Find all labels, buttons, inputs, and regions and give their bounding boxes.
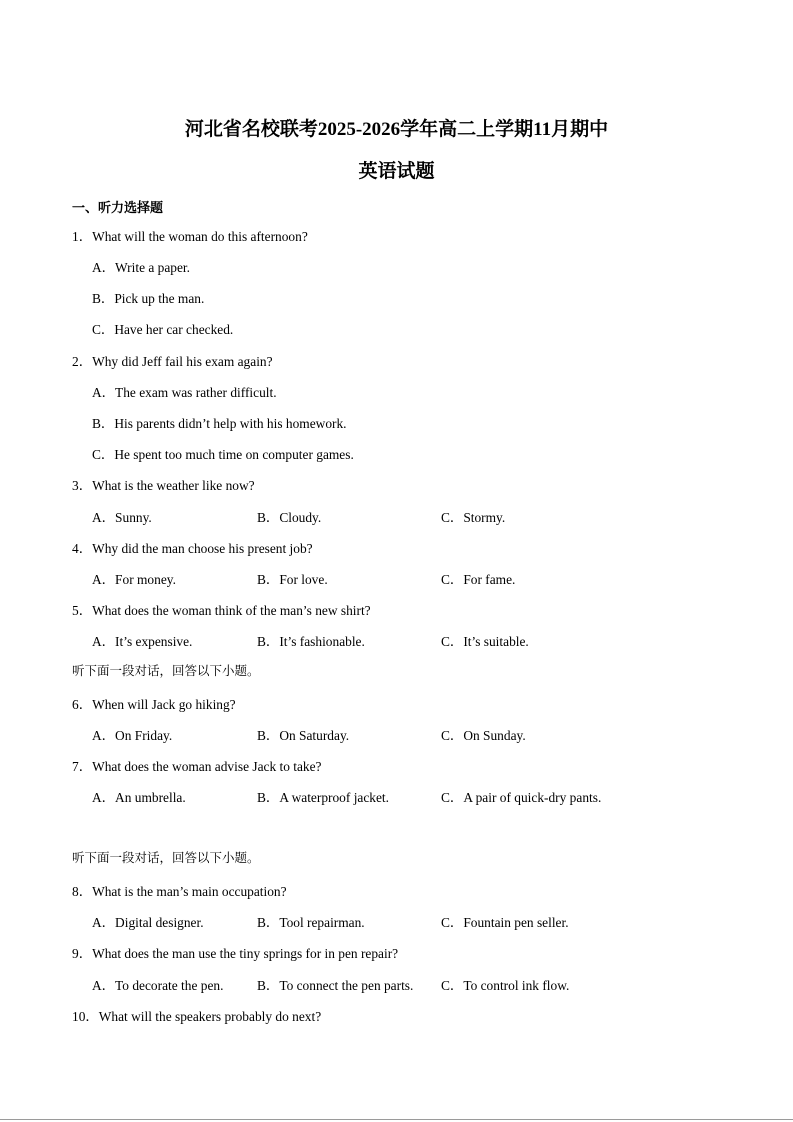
listening-instruction: 听下面一段对话，回答以下小题。: [72, 664, 260, 678]
question-9: 9．What does the man use the tiny springs for in pen repair?: [72, 946, 399, 961]
q8-option-b: B．Tool repairman.: [257, 915, 365, 930]
question-8: 8．What is the man’s main occupation?: [72, 884, 287, 899]
q6-option-a: A．On Friday.: [92, 728, 173, 743]
q2-option-a: A．The exam was rather difficult.: [92, 385, 277, 400]
document-title: 河北省名校联考2025-2026学年高二上学期11月期中: [184, 119, 609, 140]
q1-option-a: A．Write a paper.: [92, 260, 190, 275]
document-subtitle: 英语试题: [358, 161, 435, 182]
q4-option-c: C．For fame.: [441, 572, 516, 587]
q5-option-c: C．It’s suitable.: [441, 634, 529, 649]
question-3: 3．What is the weather like now?: [72, 478, 255, 493]
q2-option-c: C．He spent too much time on computer games.: [92, 447, 354, 462]
q9-option-a: A．To decorate the pen.: [92, 978, 224, 993]
question-10: 10．What will the speakers probably do next?: [72, 1009, 322, 1024]
question-4: 4．Why did the man choose his present job?: [72, 541, 313, 556]
listening-instruction: 听下面一段对话，回答以下小题。: [72, 851, 260, 865]
question-6: 6．When will Jack go hiking?: [72, 697, 236, 712]
q8-option-a: A．Digital designer.: [92, 915, 204, 930]
q6-option-b: B．On Saturday.: [257, 728, 350, 743]
q7-option-b: B．A waterproof jacket.: [257, 790, 390, 805]
q3-option-c: C．Stormy.: [441, 510, 506, 525]
q9-option-c: C．To control ink flow.: [441, 978, 570, 993]
question-2: 2．Why did Jeff fail his exam again?: [72, 354, 273, 369]
page-bottom-rule: [0, 1119, 793, 1120]
question-5: 5．What does the woman think of the man’s new shirt?: [72, 603, 371, 618]
q4-option-a: A．For money.: [92, 572, 176, 587]
q4-option-b: B．For love.: [257, 572, 328, 587]
section-heading: 一、听力选择题: [72, 200, 164, 215]
q2-option-b: B．His parents didn’t help with his homework.: [92, 416, 347, 431]
q8-option-c: C．Fountain pen seller.: [441, 915, 569, 930]
q3-option-b: B．Cloudy.: [257, 510, 322, 525]
question-7: 7．What does the woman advise Jack to take?: [72, 759, 322, 774]
q9-option-b: B．To connect the pen parts.: [257, 978, 414, 993]
q3-option-a: A．Sunny.: [92, 510, 152, 525]
q1-option-c: C．Have her car checked.: [92, 322, 234, 337]
question-1: 1．What will the woman do this afternoon?: [72, 229, 308, 244]
q7-option-c: C．A pair of quick-dry pants.: [441, 790, 602, 805]
q7-option-a: A．An umbrella.: [92, 790, 186, 805]
q1-option-b: B．Pick up the man.: [92, 291, 205, 306]
q5-option-b: B．It’s fashionable.: [257, 634, 365, 649]
q6-option-c: C．On Sunday.: [441, 728, 526, 743]
q5-option-a: A．It’s expensive.: [92, 634, 193, 649]
